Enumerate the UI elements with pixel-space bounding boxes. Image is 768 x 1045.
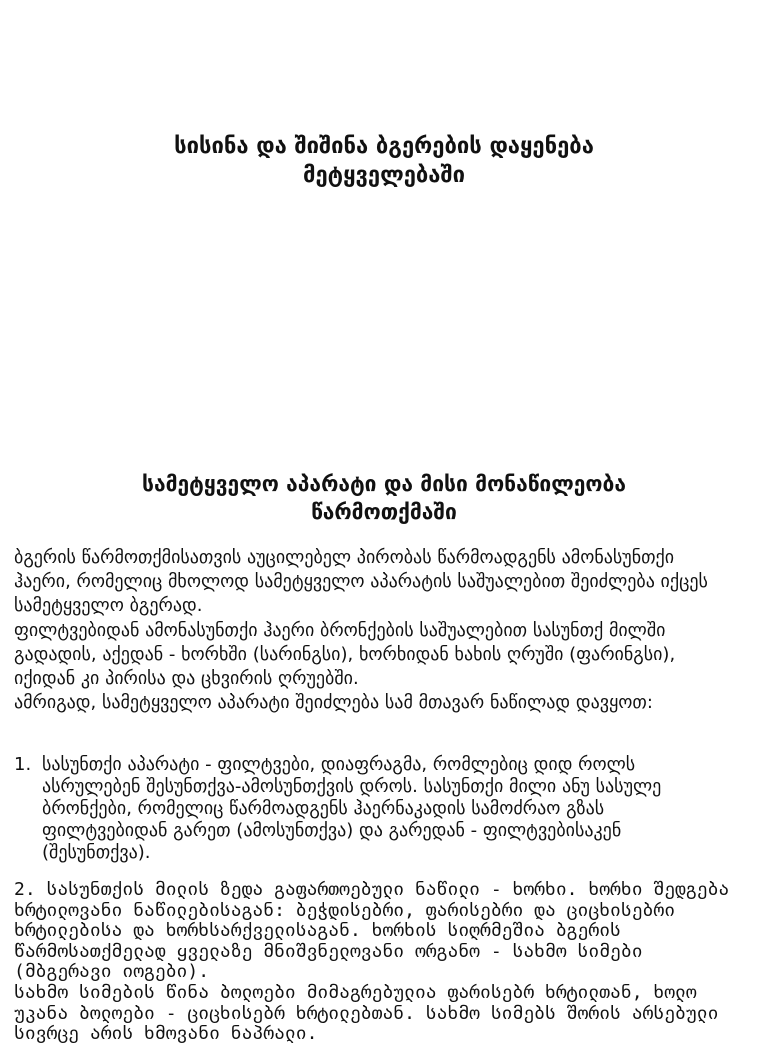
page-title (100, 132, 668, 190)
paragraph: ფილტვებიდან ამონასუნთქი ჰაერი ბრონქების საშუალებით სასუნთქ მილში გადადის, აქედან - ხორხში (სარინგსი), ხორხიდან ხახის ღრუში (ფარინგსი), იქიდან კი პირისა და ცხვირის ღრუებში. (14, 619, 676, 690)
paragraph: სახმო სიმების წინა ბოლოები მიმაგრებულია ფარისებრ ხრტილთან, ხოლო უკანა ბოლოები - ციცხისებრ ხრტილებთან. სახმო სიმებს შორის არსებული სივრცე არის ხმოვანი ნაპრალი. (14, 981, 719, 1045)
numbered-list (14, 754, 714, 862)
title-line-1: სისინა და შიშინა ბგერების დაყენება (174, 134, 594, 159)
paragraph: ამრიგად, სამეტყველო აპარატი შეიძლება სამ მთავარ ნაწილად დავყოთ: (14, 692, 653, 714)
body-text (14, 546, 714, 715)
continuation-text (14, 879, 734, 1045)
subtitle-line-1: სამეტყველო აპარატი და მისი მონაწილეობა (142, 472, 626, 496)
paragraph: ბგერის წარმოთქმისათვის აუცილებელ პირობას წარმოადგენს ამონასუნთქი ჰაერი, რომელიც მხოლოდ სამეტყველო აპარატის საშუალებით შეიძლება იქცეს სამეტყველო ბგერად. (14, 547, 708, 617)
list-item-number: 1. (14, 754, 32, 775)
list-item-text: სასუნთქი აპარატი - ფილტვები, დიაფრაგმა, რომლებიც დიდ როლს ასრულებენ შესუნთქვა-ამოსუნთქვის დროს. სასუნთქი მილი ანუ სასულე ბრონქები, რომელიც წარმოადგენს ჰაერნაკადის სამოძრაო გზას ფილტვებიდან გარეთ (ამოსუნთქვა) და გარედან - ფილტვებისაკენ (შესუნთქვა). (42, 754, 662, 863)
paragraph: 2. სასუნთქის მილის ზედა გაფართოებული ნაწილი - ხორხი. ხორხი შედგება ხრტილოვანი ნაწილებისაგან: ბეჭდისებრი, ფარისებრი და ციცხისებრი ხრტილებისა და ხორხსარქველისაგან. ხორხის სიღრმეშია ბგერის წარმოსათქმელად ყველაზე მნიშვნელოვანი ორგანო - სახმო სიმები (მბგერავი იოგები). (14, 879, 730, 983)
section-heading (60, 470, 708, 526)
title-line-2: მეტყველებაში (302, 163, 466, 188)
subtitle-line-2: წარმოთქმაში (311, 500, 457, 524)
list-item (14, 754, 714, 864)
